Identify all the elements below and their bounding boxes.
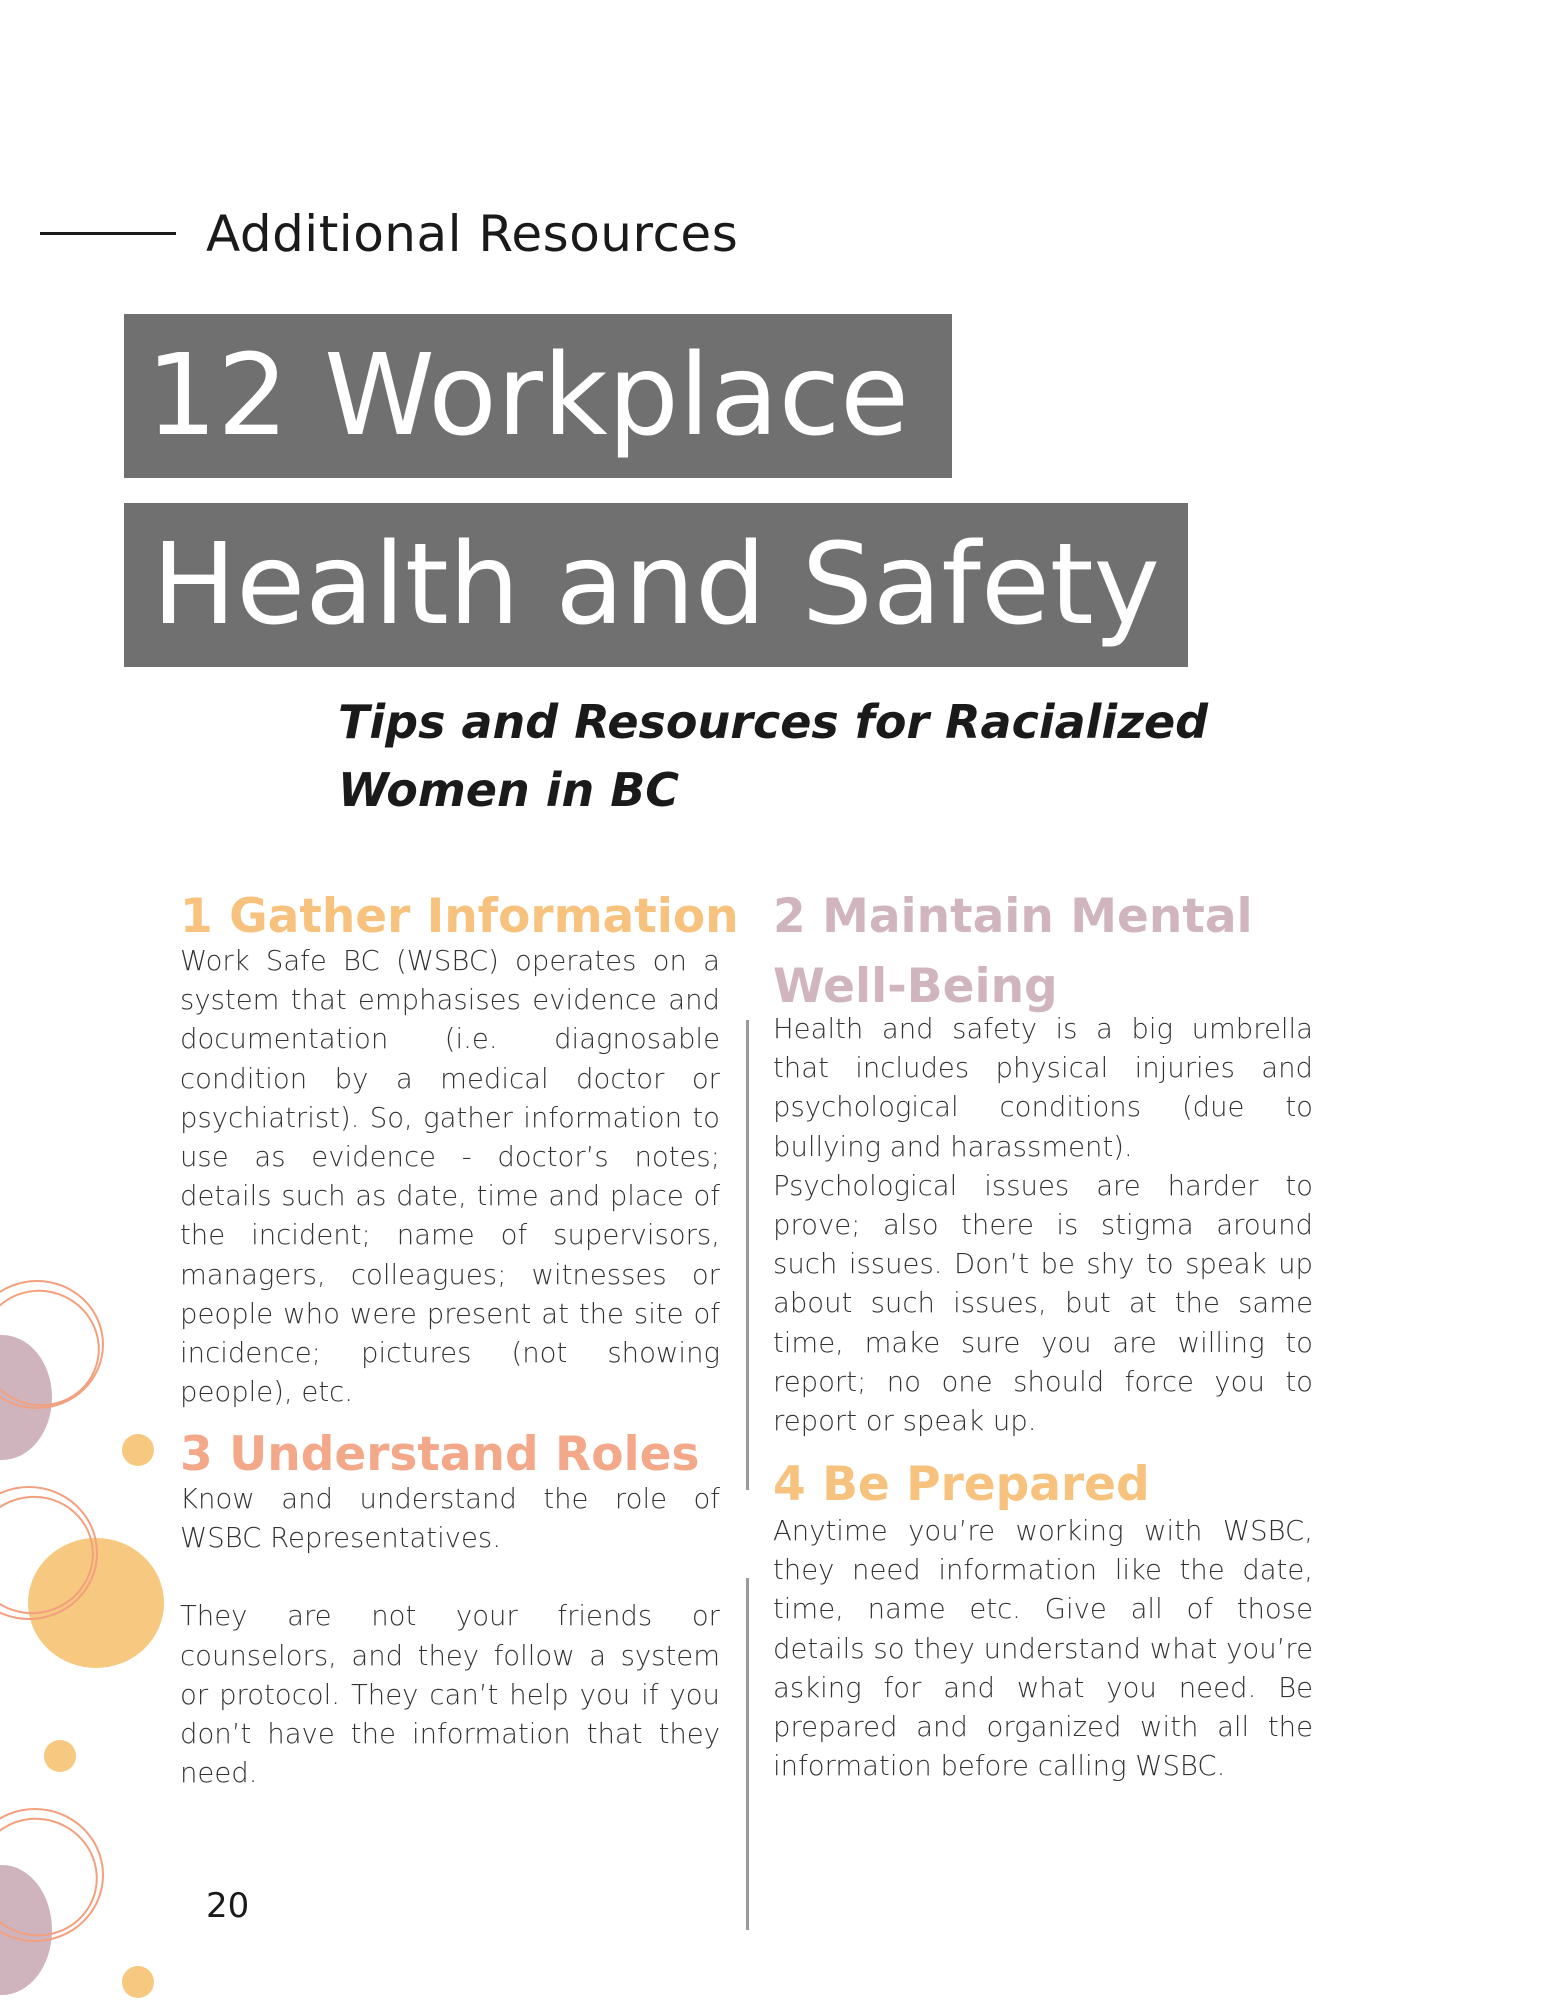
heading-line-1: 2 Maintain Mental [773, 889, 1253, 944]
body-be-prepared [773, 1512, 1313, 1786]
paragraph: Work Safe BC (WSBC) operates on a system that emphasises evidence and documentation (i.e. diagnosable condition by a medical doctor or psychiatrist). So, gather information to use as evidence - doctor’s notes; details such as date, time and place of the incident; name of supervisors, managers, colleagues; witnesses or people who were present at the site of incidence; pictures (not showing people), etc. [180, 945, 720, 1409]
paragraph: Anytime you’re working with WSBC, they need information like the date, time, name etc. Give all of those details so they understand what you’re asking for and what you need. Be prepared and organized with all the information before calling WSBC. [773, 1515, 1313, 1783]
page-number: 20 [206, 1886, 250, 1926]
decorative-yellow-dot [122, 1434, 154, 1466]
subtitle-line-1: Tips and Resources for Racialized [338, 695, 1209, 749]
heading-be-prepared: 4 Be Prepared [773, 1457, 1150, 1512]
page-subtitle [338, 688, 1238, 824]
decorative-ring [0, 1801, 115, 1954]
column-divider-bottom [746, 1578, 749, 1930]
heading-line-2: Well-Being [773, 959, 1058, 1014]
heading-maintain-mental-well-being [773, 882, 1253, 1022]
heading-gather-information: 1 Gather Information [180, 889, 739, 944]
paragraph: Health and safety is a big umbrella that includes physical injuries and psychological conditions (due to bullying and harassment). [773, 1013, 1313, 1163]
decorative-yellow-dot [122, 1966, 154, 1998]
paragraph: Know and understand the role of WSBC Representatives. [180, 1483, 720, 1555]
body-gather-information [180, 942, 720, 1412]
section-label: Additional Resources [206, 205, 739, 263]
decorative-yellow-dot [44, 1740, 76, 1772]
page-title-line-1: 12 Workplace [124, 314, 952, 478]
page-title-line-2: Health and Safety [124, 503, 1188, 667]
heading-understand-roles: 3 Understand Roles [180, 1427, 700, 1482]
body-maintain-mental-well-being [773, 1010, 1313, 1441]
column-divider-top [746, 1020, 749, 1490]
decorative-ring [0, 1274, 115, 1421]
subtitle-line-2: Women in BC [338, 763, 680, 817]
paragraph: They are not your friends or counselors, and they follow a system or protocol. They can’t help you if you don’t have the information that they need. [180, 1600, 720, 1790]
section-divider-line [40, 232, 176, 235]
paragraph: Psychological issues are harder to prove; also there is stigma around such issues. Don’t be shy to speak up about such issues, but at the same time, make sure you are willing to report; no one should force you to report or speak up. [773, 1169, 1313, 1438]
body-understand-roles [180, 1480, 720, 1793]
